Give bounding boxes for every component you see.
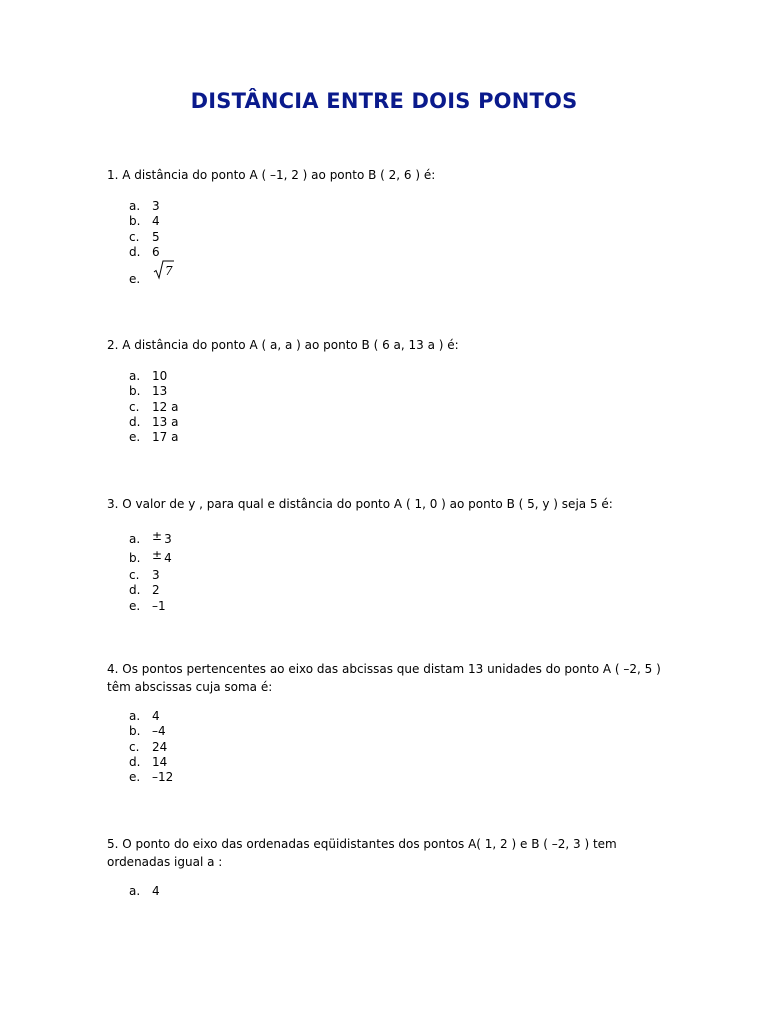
option-2b xyxy=(129,384,178,399)
option-letter: b. xyxy=(129,384,141,399)
option-1c xyxy=(129,230,160,245)
option-letter: b. xyxy=(129,214,141,229)
option-value: –12 xyxy=(152,770,174,785)
plus-minus-sign: ± xyxy=(152,548,163,562)
option-1e xyxy=(129,262,173,288)
option-letter: d. xyxy=(129,244,141,259)
option-2e xyxy=(129,430,178,445)
option-letter: c. xyxy=(129,399,140,414)
option-value: 13 a xyxy=(152,414,179,429)
option-letter: a. xyxy=(129,532,141,546)
question-5-options xyxy=(129,884,160,899)
option-value: 14 xyxy=(152,754,168,769)
option-value: 3 xyxy=(152,568,160,582)
option-3a xyxy=(129,530,172,549)
option-3d xyxy=(129,583,172,598)
option-1b xyxy=(129,214,160,229)
option-value: 2 xyxy=(152,583,160,598)
option-letter: d. xyxy=(129,414,141,429)
question-5-text: 5. O ponto do eixo das ordenadas eqüidistantes dos pontos A( 1, 2 ) e B ( –2, 3 ) tem ordenadas igual a : xyxy=(107,837,617,869)
option-value: 4 xyxy=(152,214,160,229)
option-4c xyxy=(129,740,173,755)
question-4-text: 4. Os pontos pertencentes ao eixo das abcissas que distam 13 unidades do ponto A ( –2, 5 ) têm abscissas cuja soma é: xyxy=(107,662,661,694)
option-value: 4 xyxy=(152,884,160,898)
option-letter: a. xyxy=(129,884,141,898)
radicand: 7 xyxy=(165,264,173,279)
option-letter: c. xyxy=(129,739,140,754)
plus-minus-value xyxy=(152,549,172,568)
option-2d xyxy=(129,415,178,430)
option-letter: c. xyxy=(129,229,140,244)
option-letter: e. xyxy=(129,598,141,613)
option-letter: d. xyxy=(129,754,141,769)
option-letter: e. xyxy=(129,770,141,785)
option-5a xyxy=(129,884,160,899)
question-3-options xyxy=(129,530,172,614)
option-4b xyxy=(129,724,173,739)
option-letter: e. xyxy=(129,272,141,287)
option-letter: a. xyxy=(129,199,141,213)
option-letter: c. xyxy=(129,568,140,582)
option-2a xyxy=(129,369,178,384)
option-4a xyxy=(129,709,173,724)
option-letter: d. xyxy=(129,583,141,598)
question-3-text: 3. O valor de y , para qual e distância do ponto A ( 1, 0 ) ao ponto B ( 5, y ) seja 5 é: xyxy=(107,497,613,511)
page-title: DISTÂNCIA ENTRE DOIS PONTOS xyxy=(190,89,578,113)
option-4e xyxy=(129,770,173,785)
question-4-options xyxy=(129,709,173,785)
option-value: 6 xyxy=(152,244,160,259)
option-3c xyxy=(129,568,172,583)
option-2c xyxy=(129,400,178,415)
option-value: 13 xyxy=(152,384,168,399)
option-value: 10 xyxy=(152,369,168,383)
option-value: 3 xyxy=(164,532,172,546)
option-1a xyxy=(129,199,160,214)
option-letter: b. xyxy=(129,724,141,739)
option-3b xyxy=(129,549,172,568)
option-value: 12 a xyxy=(152,399,179,414)
option-value: 4 xyxy=(164,551,172,565)
plus-minus-value xyxy=(152,530,172,549)
question-2-options xyxy=(129,369,178,445)
plus-minus-sign: ± xyxy=(152,529,163,543)
option-value: –1 xyxy=(152,598,166,613)
option-letter: a. xyxy=(129,709,141,723)
option-value: 3 xyxy=(152,199,160,213)
option-value: 17 a xyxy=(152,430,179,445)
square-root-expression xyxy=(153,256,173,282)
option-value: 24 xyxy=(152,739,168,754)
option-4d xyxy=(129,755,173,770)
option-value: 5 xyxy=(152,229,160,244)
question-2-text: 2. A distância do ponto A ( a, a ) ao ponto B ( 6 a, 13 a ) é: xyxy=(107,338,459,352)
option-letter: a. xyxy=(129,369,141,383)
option-3e xyxy=(129,599,172,614)
question-1-text: 1. A distância do ponto A ( –1, 2 ) ao ponto B ( 2, 6 ) é: xyxy=(107,168,436,182)
option-letter: e. xyxy=(129,430,141,445)
option-letter: b. xyxy=(129,551,141,565)
option-value: –4 xyxy=(152,724,166,739)
question-1-options xyxy=(129,199,173,288)
option-value: 4 xyxy=(152,709,160,723)
